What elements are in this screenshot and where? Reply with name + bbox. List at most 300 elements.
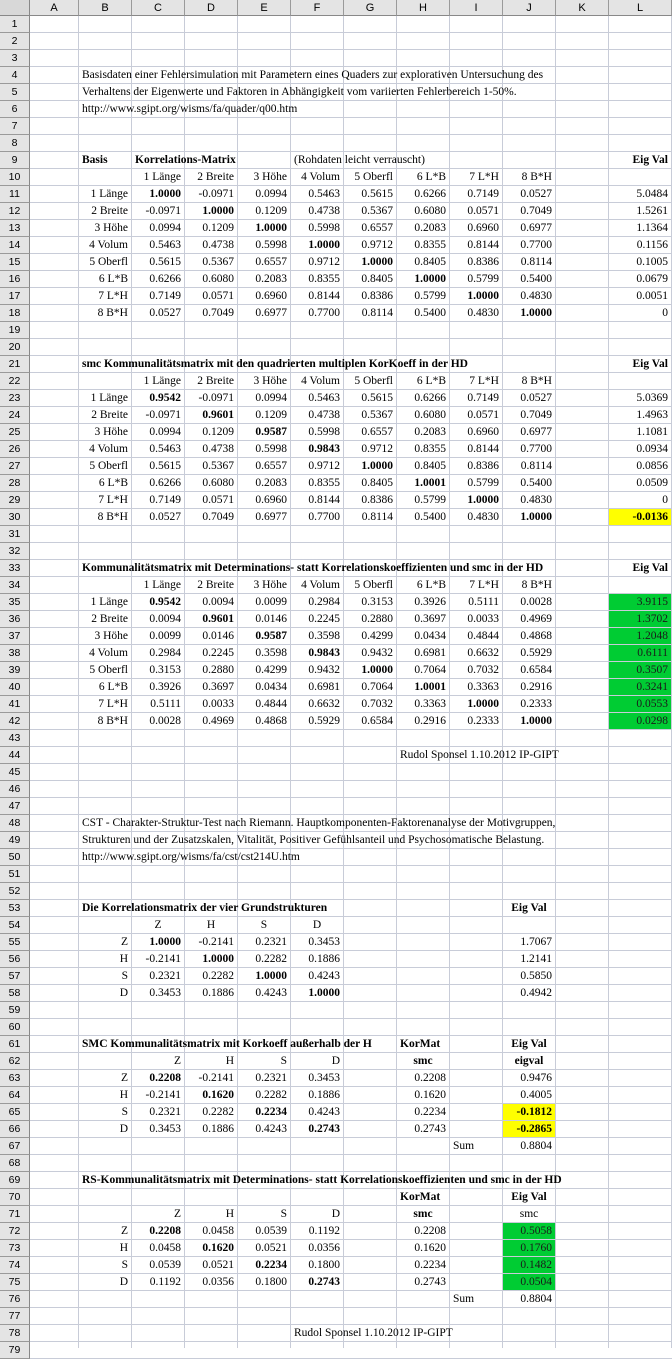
cell-h28[interactable]: 1.0001: [414, 477, 446, 489]
cell-e23[interactable]: 0.0994: [255, 392, 287, 404]
cell-f74[interactable]: 0.1800: [308, 1259, 340, 1271]
cell-c9[interactable]: Korrelations-Matrix: [135, 154, 236, 166]
row-header-30[interactable]: 30: [0, 509, 30, 526]
cell-c15[interactable]: 0.5615: [149, 256, 181, 268]
cell-f14[interactable]: 1.0000: [308, 239, 340, 251]
cell-e65[interactable]: 0.2234: [255, 1106, 287, 1118]
cell-g13[interactable]: 0.6557: [361, 222, 393, 234]
cell-h22[interactable]: 6 L*B: [416, 375, 446, 387]
row-header-72[interactable]: 72: [0, 1223, 30, 1240]
row-header-63[interactable]: 63: [0, 1070, 30, 1087]
cell-e18[interactable]: 0.6977: [255, 307, 287, 319]
row-header-16[interactable]: 16: [0, 271, 30, 288]
cell-f66[interactable]: 0.2743: [308, 1123, 340, 1135]
cell-l18[interactable]: 0: [662, 307, 668, 319]
cell-f64[interactable]: 0.1886: [308, 1089, 340, 1101]
cell-e38[interactable]: 0.3598: [255, 647, 287, 659]
cell-d41[interactable]: 0.0033: [202, 698, 234, 710]
cell-c38[interactable]: 0.2984: [149, 647, 181, 659]
cell-c56[interactable]: -0.2141: [145, 953, 181, 965]
cell-b15[interactable]: 5 Oberfl: [89, 256, 128, 268]
cell-c28[interactable]: 0.6266: [149, 477, 181, 489]
cell-e39[interactable]: 0.4299: [255, 664, 287, 676]
column-header-f[interactable]: F: [291, 0, 344, 16]
cell-i13[interactable]: 0.6960: [467, 222, 499, 234]
row-header-26[interactable]: 26: [0, 441, 30, 458]
cell-j13[interactable]: 0.6977: [520, 222, 552, 234]
cell-f13[interactable]: 0.5998: [308, 222, 340, 234]
cell-f26[interactable]: 0.9843: [308, 443, 340, 455]
row-header-45[interactable]: 45: [0, 764, 30, 781]
cell-c72[interactable]: 0.2208: [149, 1225, 181, 1237]
cell-f25[interactable]: 0.5998: [308, 426, 340, 438]
cell-e71[interactable]: S: [280, 1208, 287, 1220]
cell-d10[interactable]: 2 Breite: [197, 171, 234, 183]
cell-e56[interactable]: 0.2282: [255, 953, 287, 965]
cell-j62[interactable]: eigval: [514, 1055, 544, 1067]
cell-i14[interactable]: 0.8144: [467, 239, 499, 251]
cell-b38[interactable]: 4 Volum: [89, 647, 128, 659]
cell-e41[interactable]: 0.4844: [255, 698, 287, 710]
cell-c24[interactable]: -0.0971: [145, 409, 181, 421]
row-header-14[interactable]: 14: [0, 237, 30, 254]
row-header-76[interactable]: 76: [0, 1291, 30, 1308]
cell-b33[interactable]: Kommunalitätsmatrix mit Determinations- statt Korrelationskoeffizienten und smc in der HD: [82, 562, 544, 574]
row-header-74[interactable]: 74: [0, 1257, 30, 1274]
cell-b16[interactable]: 6 L*B: [98, 273, 128, 285]
cell-j16[interactable]: 0.5400: [520, 273, 552, 285]
cell-f38[interactable]: 0.9843: [308, 647, 340, 659]
cell-j72[interactable]: 0.5058: [503, 1223, 555, 1239]
cell-f63[interactable]: 0.3453: [308, 1072, 340, 1084]
cell-f10[interactable]: 4 Volum: [301, 171, 340, 183]
cell-i24[interactable]: 0.0571: [467, 409, 499, 421]
cell-b27[interactable]: 5 Oberfl: [89, 460, 128, 472]
cell-c41[interactable]: 0.5111: [150, 698, 181, 710]
row-header-50[interactable]: 50: [0, 849, 30, 866]
cell-g15[interactable]: 1.0000: [361, 256, 393, 268]
cell-g29[interactable]: 0.8386: [361, 494, 393, 506]
row-header-23[interactable]: 23: [0, 390, 30, 407]
row-header-65[interactable]: 65: [0, 1104, 30, 1121]
cell-h64[interactable]: 0.1620: [414, 1089, 446, 1101]
cell-f72[interactable]: 0.1192: [308, 1225, 340, 1237]
cell-b55[interactable]: Z: [120, 936, 128, 948]
cell-b37[interactable]: 3 Höhe: [94, 630, 128, 642]
cell-g11[interactable]: 0.5615: [361, 188, 393, 200]
cell-d18[interactable]: 0.7049: [202, 307, 234, 319]
cell-j55[interactable]: 1.7067: [520, 936, 552, 948]
cell-h40[interactable]: 1.0001: [414, 681, 446, 693]
cell-c62[interactable]: Z: [173, 1055, 181, 1067]
row-header-9[interactable]: 9: [0, 152, 30, 169]
cell-b40[interactable]: 6 L*B: [98, 681, 128, 693]
cell-f17[interactable]: 0.8144: [308, 290, 340, 302]
cell-d23[interactable]: -0.0971: [198, 392, 234, 404]
cell-c35[interactable]: 0.9542: [149, 596, 181, 608]
cell-g36[interactable]: 0.2880: [361, 613, 393, 625]
cell-j71[interactable]: smc: [519, 1208, 539, 1220]
cell-c23[interactable]: 0.9542: [149, 392, 181, 404]
column-header-b[interactable]: B: [79, 0, 132, 16]
cell-b21[interactable]: smc Kommunalitätsmatrix mit den quadrierten multiplen KorKoeff in der HD: [82, 358, 468, 370]
row-header-56[interactable]: 56: [0, 951, 30, 968]
cell-j61[interactable]: Eig Val: [511, 1038, 547, 1050]
row-header-1[interactable]: 1: [0, 16, 30, 33]
cell-i36[interactable]: 0.0033: [467, 613, 499, 625]
cell-h18[interactable]: 0.5400: [414, 307, 446, 319]
cell-j10[interactable]: 8 B*H: [521, 171, 552, 183]
cell-l39[interactable]: 0.3507: [609, 662, 671, 678]
cell-f18[interactable]: 0.7700: [308, 307, 340, 319]
cell-j38[interactable]: 0.5929: [520, 647, 552, 659]
cell-c74[interactable]: 0.0539: [149, 1259, 181, 1271]
cell-d71[interactable]: H: [225, 1208, 234, 1220]
cell-h36[interactable]: 0.3697: [414, 613, 446, 625]
cell-f27[interactable]: 0.9712: [308, 460, 340, 472]
cell-d62[interactable]: H: [225, 1055, 234, 1067]
cell-g35[interactable]: 0.3153: [361, 596, 393, 608]
cell-g42[interactable]: 0.6584: [361, 715, 393, 727]
cell-g27[interactable]: 1.0000: [361, 460, 393, 472]
cell-b61[interactable]: SMC Kommunalitätsmatrix mit Korkoeff außerhalb der H: [82, 1038, 372, 1050]
cell-g34[interactable]: 5 Oberfl: [354, 579, 393, 591]
cell-b17[interactable]: 7 L*H: [98, 290, 128, 302]
row-header-19[interactable]: 19: [0, 322, 30, 339]
cell-d12[interactable]: 1.0000: [202, 205, 234, 217]
cell-c75[interactable]: 0.1192: [149, 1276, 181, 1288]
cell-h71[interactable]: smc: [413, 1208, 433, 1220]
cell-b11[interactable]: 1 Länge: [90, 188, 128, 200]
row-header-12[interactable]: 12: [0, 203, 30, 220]
cell-e27[interactable]: 0.6557: [255, 460, 287, 472]
cell-h34[interactable]: 6 L*B: [416, 579, 446, 591]
cell-l38[interactable]: 0.6111: [609, 645, 671, 661]
cell-b9[interactable]: Basis: [82, 154, 108, 166]
cell-i76[interactable]: Sum: [453, 1293, 475, 1305]
cell-h16[interactable]: 1.0000: [414, 273, 446, 285]
cell-h30[interactable]: 0.5400: [414, 511, 446, 523]
column-header-k[interactable]: K: [556, 0, 609, 16]
cell-l29[interactable]: 0: [662, 494, 668, 506]
cell-h23[interactable]: 0.6266: [414, 392, 446, 404]
cell-h72[interactable]: 0.2208: [414, 1225, 446, 1237]
cell-f71[interactable]: D: [331, 1208, 340, 1220]
cell-d56[interactable]: 1.0000: [202, 953, 234, 965]
cell-h42[interactable]: 0.2916: [414, 715, 446, 727]
cell-i18[interactable]: 0.4830: [467, 307, 499, 319]
cell-g18[interactable]: 0.8114: [361, 307, 393, 319]
cell-g23[interactable]: 0.5615: [361, 392, 393, 404]
cell-b12[interactable]: 2 Breite: [91, 205, 128, 217]
cell-b4[interactable]: Basisdaten einer Fehlersimulation mit Parametern eines Quaders zur explorativen Untersuchung des: [82, 69, 544, 81]
cell-h14[interactable]: 0.8355: [414, 239, 446, 251]
cell-e74[interactable]: 0.2234: [255, 1259, 287, 1271]
cell-j12[interactable]: 0.7049: [520, 205, 552, 217]
cell-e54[interactable]: S: [260, 919, 268, 931]
cell-i23[interactable]: 0.7149: [467, 392, 499, 404]
cell-j53[interactable]: Eig Val: [511, 902, 547, 914]
cell-c63[interactable]: 0.2208: [149, 1072, 181, 1084]
cell-b42[interactable]: 8 B*H: [97, 715, 128, 727]
cell-l14[interactable]: 0.1156: [636, 239, 668, 251]
cell-d65[interactable]: 0.2282: [202, 1106, 234, 1118]
cell-c42[interactable]: 0.0028: [149, 715, 181, 727]
cell-g25[interactable]: 0.6557: [361, 426, 393, 438]
cell-f41[interactable]: 0.6632: [308, 698, 340, 710]
cell-h11[interactable]: 0.6266: [414, 188, 446, 200]
cell-c26[interactable]: 0.5463: [149, 443, 181, 455]
cell-i22[interactable]: 7 L*H: [469, 375, 499, 387]
cell-l9[interactable]: Eig Val: [632, 154, 668, 166]
cell-b75[interactable]: D: [119, 1276, 128, 1288]
row-header-71[interactable]: 71: [0, 1206, 30, 1223]
row-header-17[interactable]: 17: [0, 288, 30, 305]
column-header-d[interactable]: D: [185, 0, 238, 16]
cell-j67[interactable]: 0.8804: [520, 1140, 552, 1152]
cell-j24[interactable]: 0.7049: [520, 409, 552, 421]
cell-e10[interactable]: 3 Höhe: [253, 171, 287, 183]
cell-e29[interactable]: 0.6960: [255, 494, 287, 506]
column-header-a[interactable]: A: [30, 0, 79, 16]
row-header-32[interactable]: 32: [0, 543, 30, 560]
cell-h24[interactable]: 0.6080: [414, 409, 446, 421]
cell-f15[interactable]: 0.9712: [308, 256, 340, 268]
cell-e22[interactable]: 3 Höhe: [253, 375, 287, 387]
cell-g38[interactable]: 0.9432: [361, 647, 393, 659]
column-header-c[interactable]: C: [132, 0, 185, 16]
cell-j65[interactable]: -0.1812: [503, 1104, 555, 1120]
cell-b53[interactable]: Die Korrelationsmatrix der vier Grundstrukturen: [82, 902, 328, 914]
cell-i12[interactable]: 0.0571: [467, 205, 499, 217]
cell-f16[interactable]: 0.8355: [308, 273, 340, 285]
row-header-20[interactable]: 20: [0, 339, 30, 356]
cell-h62[interactable]: smc: [413, 1055, 433, 1067]
row-header-13[interactable]: 13: [0, 220, 30, 237]
cell-j75[interactable]: 0.0504: [503, 1274, 555, 1290]
cell-b24[interactable]: 2 Breite: [91, 409, 128, 421]
cell-h41[interactable]: 0.3363: [414, 698, 446, 710]
cell-c17[interactable]: 0.7149: [149, 290, 181, 302]
cell-g12[interactable]: 0.5367: [361, 205, 393, 217]
cell-e62[interactable]: S: [280, 1055, 287, 1067]
cell-c73[interactable]: 0.0458: [149, 1242, 181, 1254]
cell-j42[interactable]: 1.0000: [520, 715, 552, 727]
cell-c64[interactable]: -0.2141: [145, 1089, 181, 1101]
cell-l23[interactable]: 5.0369: [636, 392, 668, 404]
row-header-78[interactable]: 78: [0, 1325, 30, 1342]
cell-g16[interactable]: 0.8405: [361, 273, 393, 285]
cell-b74[interactable]: S: [121, 1259, 128, 1271]
cell-d22[interactable]: 2 Breite: [197, 375, 234, 387]
cell-b49[interactable]: Strukturen und der Zusatzskalen, Vitalität, Positiver Gefühlsanteil und Psychosomatische Belastung.: [82, 834, 545, 846]
cell-d16[interactable]: 0.6080: [202, 273, 234, 285]
cell-j26[interactable]: 0.7700: [520, 443, 552, 455]
cell-b57[interactable]: S: [121, 970, 128, 982]
cell-b36[interactable]: 2 Breite: [91, 613, 128, 625]
cell-e63[interactable]: 0.2321: [255, 1072, 287, 1084]
cell-d55[interactable]: -0.2141: [198, 936, 234, 948]
cell-d64[interactable]: 0.1620: [202, 1089, 234, 1101]
cell-e35[interactable]: 0.0099: [255, 596, 287, 608]
cell-c16[interactable]: 0.6266: [149, 273, 181, 285]
cell-c14[interactable]: 0.5463: [149, 239, 181, 251]
cell-f39[interactable]: 0.9432: [308, 664, 340, 676]
cell-h65[interactable]: 0.2234: [414, 1106, 446, 1118]
column-header-j[interactable]: J: [503, 0, 556, 16]
cell-e72[interactable]: 0.0539: [255, 1225, 287, 1237]
cell-f30[interactable]: 0.7700: [308, 511, 340, 523]
cell-j70[interactable]: Eig Val: [511, 1191, 547, 1203]
cell-e66[interactable]: 0.4243: [255, 1123, 287, 1135]
cell-e64[interactable]: 0.2282: [255, 1089, 287, 1101]
cell-l40[interactable]: 0.3241: [609, 679, 671, 695]
cell-d14[interactable]: 0.4738: [202, 239, 234, 251]
cell-f23[interactable]: 0.5463: [308, 392, 340, 404]
cell-f55[interactable]: 0.3453: [308, 936, 340, 948]
cell-b66[interactable]: D: [119, 1123, 128, 1135]
row-header-75[interactable]: 75: [0, 1274, 30, 1291]
row-header-62[interactable]: 62: [0, 1053, 30, 1070]
column-header-h[interactable]: H: [397, 0, 450, 16]
cell-f29[interactable]: 0.8144: [308, 494, 340, 506]
cell-j11[interactable]: 0.0527: [520, 188, 552, 200]
cell-c30[interactable]: 0.0527: [149, 511, 181, 523]
cell-h10[interactable]: 6 L*B: [416, 171, 446, 183]
row-header-73[interactable]: 73: [0, 1240, 30, 1257]
cell-g26[interactable]: 0.9712: [361, 443, 393, 455]
cell-i34[interactable]: 7 L*H: [469, 579, 499, 591]
cell-f42[interactable]: 0.5929: [308, 715, 340, 727]
cell-d54[interactable]: H: [206, 919, 216, 931]
cell-l36[interactable]: 1.3702: [609, 611, 671, 627]
row-header-29[interactable]: 29: [0, 492, 30, 509]
row-header-67[interactable]: 67: [0, 1138, 30, 1155]
cell-d27[interactable]: 0.5367: [202, 460, 234, 472]
cell-l37[interactable]: 1.2048: [609, 628, 671, 644]
cell-c36[interactable]: 0.0094: [149, 613, 181, 625]
cell-g24[interactable]: 0.5367: [361, 409, 393, 421]
cell-f73[interactable]: 0.0356: [308, 1242, 340, 1254]
cell-d29[interactable]: 0.0571: [202, 494, 234, 506]
cell-g28[interactable]: 0.8405: [361, 477, 393, 489]
cell-h27[interactable]: 0.8405: [414, 460, 446, 472]
cell-j18[interactable]: 1.0000: [520, 307, 552, 319]
cell-h15[interactable]: 0.8405: [414, 256, 446, 268]
cell-i67[interactable]: Sum: [453, 1140, 475, 1152]
row-header-21[interactable]: 21: [0, 356, 30, 373]
cell-e36[interactable]: 0.0146: [255, 613, 287, 625]
cell-e73[interactable]: 0.0521: [255, 1242, 287, 1254]
cell-f54[interactable]: D: [312, 919, 322, 931]
cell-h26[interactable]: 0.8355: [414, 443, 446, 455]
cell-j25[interactable]: 0.6977: [520, 426, 552, 438]
row-header-77[interactable]: 77: [0, 1308, 30, 1325]
cell-g10[interactable]: 5 Oberfl: [354, 171, 393, 183]
cell-j76[interactable]: 0.8804: [520, 1293, 552, 1305]
cell-d13[interactable]: 0.1209: [202, 222, 234, 234]
cell-j15[interactable]: 0.8114: [520, 256, 552, 268]
cell-i29[interactable]: 1.0000: [467, 494, 499, 506]
cell-b13[interactable]: 3 Höhe: [94, 222, 128, 234]
row-header-35[interactable]: 35: [0, 594, 30, 611]
cell-b58[interactable]: D: [119, 987, 128, 999]
cell-i26[interactable]: 0.8144: [467, 443, 499, 455]
cell-f65[interactable]: 0.4243: [308, 1106, 340, 1118]
cell-e26[interactable]: 0.5998: [255, 443, 287, 455]
cell-j27[interactable]: 0.8114: [520, 460, 552, 472]
cell-j66[interactable]: -0.2865: [503, 1121, 555, 1137]
row-header-47[interactable]: 47: [0, 798, 30, 815]
cell-j14[interactable]: 0.7700: [520, 239, 552, 251]
cell-f9[interactable]: (Rohdaten leicht verrauscht): [294, 154, 425, 166]
cell-j34[interactable]: 8 B*H: [521, 579, 552, 591]
cell-j58[interactable]: 0.4942: [520, 987, 552, 999]
cell-f28[interactable]: 0.8355: [308, 477, 340, 489]
cell-i25[interactable]: 0.6960: [467, 426, 499, 438]
cell-b29[interactable]: 7 L*H: [98, 494, 128, 506]
cell-d15[interactable]: 0.5367: [202, 256, 234, 268]
cell-b48[interactable]: CST - Charakter-Struktur-Test nach Riemann. Hauptkomponenten-Faktorenanalyse der Motivgruppen,: [82, 817, 556, 829]
cell-l24[interactable]: 1.4963: [636, 409, 668, 421]
cell-d39[interactable]: 0.2880: [202, 664, 234, 676]
row-header-48[interactable]: 48: [0, 815, 30, 832]
cell-j36[interactable]: 0.4969: [520, 613, 552, 625]
row-header-52[interactable]: 52: [0, 883, 30, 900]
cell-d74[interactable]: 0.0521: [202, 1259, 234, 1271]
cell-e25[interactable]: 0.9587: [255, 426, 287, 438]
cell-c40[interactable]: 0.3926: [149, 681, 181, 693]
cell-l25[interactable]: 1.1081: [636, 426, 668, 438]
row-header-40[interactable]: 40: [0, 679, 30, 696]
cell-c54[interactable]: Z: [154, 919, 162, 931]
cell-h44[interactable]: Rudol Sponsel 1.10.2012 IP-GIPT: [400, 749, 559, 761]
cell-b63[interactable]: Z: [120, 1072, 128, 1084]
cell-c34[interactable]: 1 Länge: [143, 579, 181, 591]
cell-i41[interactable]: 1.0000: [467, 698, 499, 710]
cell-c22[interactable]: 1 Länge: [143, 375, 181, 387]
cell-j37[interactable]: 0.4868: [520, 630, 552, 642]
row-header-31[interactable]: 31: [0, 526, 30, 543]
cell-c66[interactable]: 0.3453: [149, 1123, 181, 1135]
cell-i17[interactable]: 1.0000: [467, 290, 499, 302]
cell-b28[interactable]: 6 L*B: [98, 477, 128, 489]
cell-e55[interactable]: 0.2321: [255, 936, 287, 948]
cell-g40[interactable]: 0.7064: [361, 681, 393, 693]
cell-j40[interactable]: 0.2916: [520, 681, 552, 693]
cell-h13[interactable]: 0.2083: [414, 222, 446, 234]
cell-j17[interactable]: 0.4830: [520, 290, 552, 302]
cell-f56[interactable]: 0.1886: [308, 953, 340, 965]
cell-b41[interactable]: 7 L*H: [98, 698, 128, 710]
cell-c65[interactable]: 0.2321: [149, 1106, 181, 1118]
cell-h74[interactable]: 0.2234: [414, 1259, 446, 1271]
row-header-36[interactable]: 36: [0, 611, 30, 628]
cell-f34[interactable]: 4 Volum: [301, 579, 340, 591]
row-header-68[interactable]: 68: [0, 1155, 30, 1172]
cell-c13[interactable]: 0.0994: [149, 222, 181, 234]
row-header-33[interactable]: 33: [0, 560, 30, 577]
cell-e75[interactable]: 0.1800: [255, 1276, 287, 1288]
cell-j57[interactable]: 0.5850: [520, 970, 552, 982]
cell-h29[interactable]: 0.5799: [414, 494, 446, 506]
cell-e24[interactable]: 0.1209: [255, 409, 287, 421]
cell-h66[interactable]: 0.2743: [414, 1123, 446, 1135]
row-header-3[interactable]: 3: [0, 50, 30, 67]
cell-f37[interactable]: 0.3598: [308, 630, 340, 642]
cell-j41[interactable]: 0.2333: [520, 698, 552, 710]
cell-d28[interactable]: 0.6080: [202, 477, 234, 489]
